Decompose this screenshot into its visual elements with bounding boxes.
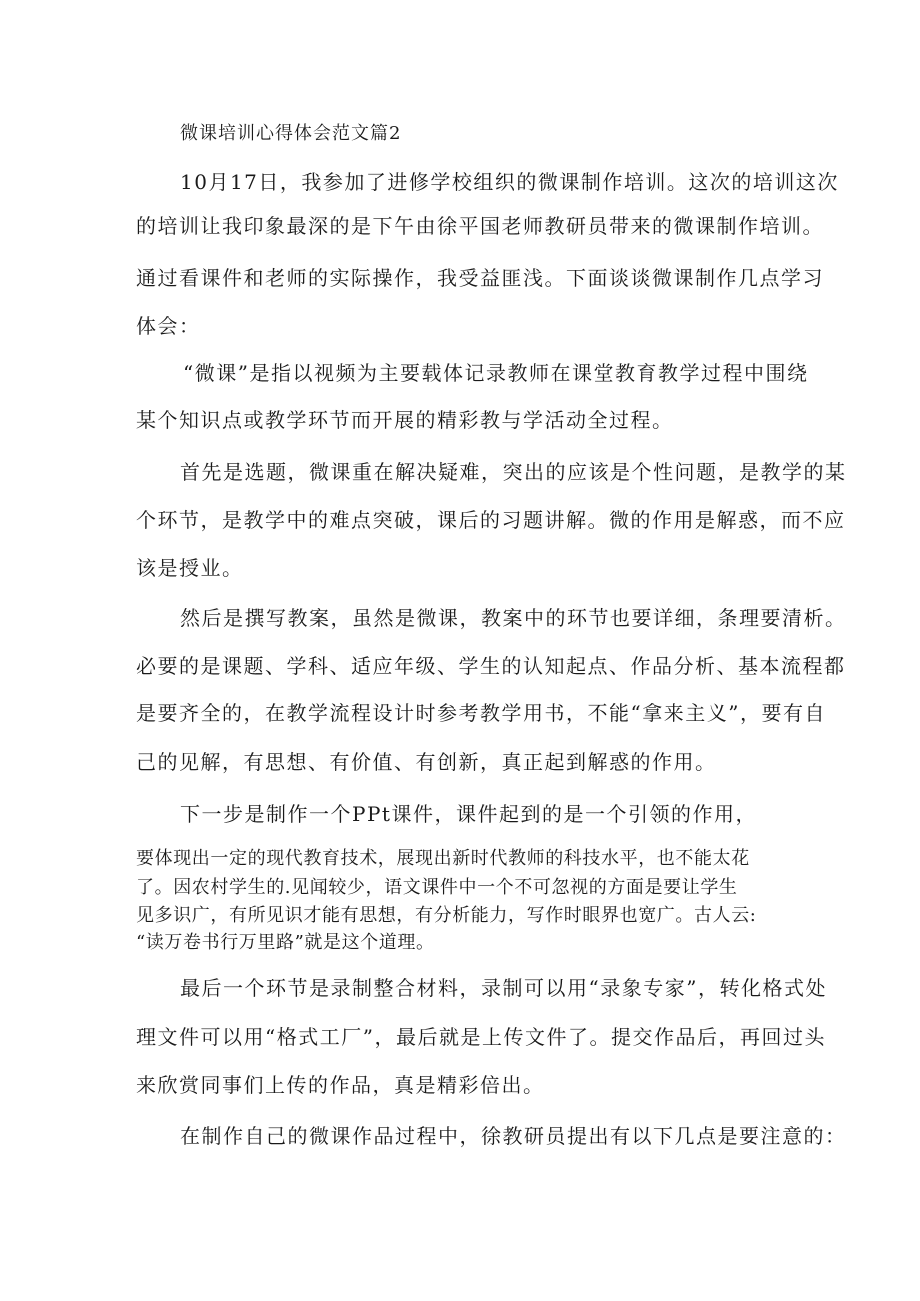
paragraph-4-line-1: 然后是撰写教案，虽然是微课，教案中的环节也要详细，条理要清析。 — [180, 606, 847, 630]
paragraph-6-line-1: 要体现出一定的现代教育技术，展现出新时代教师的科技水平，也不能太花 — [136, 848, 750, 869]
paragraph-2-line-2: 某个知识点或教学环节而开展的精彩教与学活动全过程。 — [136, 408, 674, 432]
paragraph-4-line-2: 必要的是课题、学科、适应年级、学生的认知起点、作品分析、基本流程都 — [136, 654, 846, 678]
paragraph-3-line-3: 该是授业。 — [136, 556, 244, 580]
paragraph-7-line-3: 来欣赏同事们上传的作品，真是精彩倍出。 — [136, 1073, 545, 1097]
paragraph-1-line-2: 的培训让我印象最深的是下午由徐平国老师教研员带来的微课制作培训。 — [136, 214, 824, 238]
document-title: 微课培训心得体会范文篇2 — [180, 123, 402, 144]
paragraph-3-line-1: 首先是选题，微课重在解决疑难，突出的应该是个性问题，是教学的某 — [180, 460, 847, 484]
paragraph-4-line-4: 己的见解，有思想、有价值、有创新，真正起到解惑的作用。 — [136, 750, 717, 774]
paragraph-1-line-4: 体会： — [136, 314, 201, 338]
paragraph-6-line-4: “读万卷书行万里路”就是这个道理。 — [136, 932, 435, 953]
paragraph-4-line-3: 是要齐全的，在教学流程设计时参考教学用书，不能“拿来主义”，要有自 — [136, 701, 826, 725]
paragraph-7-line-2: 理文件可以用“格式工厂”，最后就是上传文件了。提交作品后，再回过头 — [136, 1025, 826, 1049]
paragraph-8-line-1: 在制作自己的微课作品过程中，徐教研员提出有以下几点是要注意的： — [180, 1124, 847, 1148]
paragraph-2-line-1: “微课”是指以视频为主要载体记录教师在课堂教育教学过程中围绕 — [183, 361, 809, 385]
paragraph-5-line-1: 下一步是制作一个PPt课件，课件起到的是一个引领的作用， — [180, 802, 757, 826]
paragraph-6-line-2: 了。因农村学生的.见闻较少，语文课件中一个不可忽视的方面是要让学生 — [136, 877, 738, 898]
paragraph-1-line-1: 10月17日，我参加了进修学校组织的微课制作培训。这次的培训这次 — [180, 170, 839, 194]
paragraph-1-line-3: 通过看课件和老师的实际操作，我受益匪浅。下面谈谈微课制作几点学习 — [136, 266, 824, 290]
paragraph-7-line-1: 最后一个环节是录制整合材料，录制可以用“录象专家”，转化格式处 — [180, 976, 827, 1000]
paragraph-3-line-2: 个环节，是教学中的难点突破，课后的习题讲解。微的作用是解惑，而不应 — [136, 508, 846, 532]
paragraph-6-line-3: 见多识广，有所见识才能有思想，有分析能力，写作时眼界也宽广。古人云: — [136, 905, 757, 926]
